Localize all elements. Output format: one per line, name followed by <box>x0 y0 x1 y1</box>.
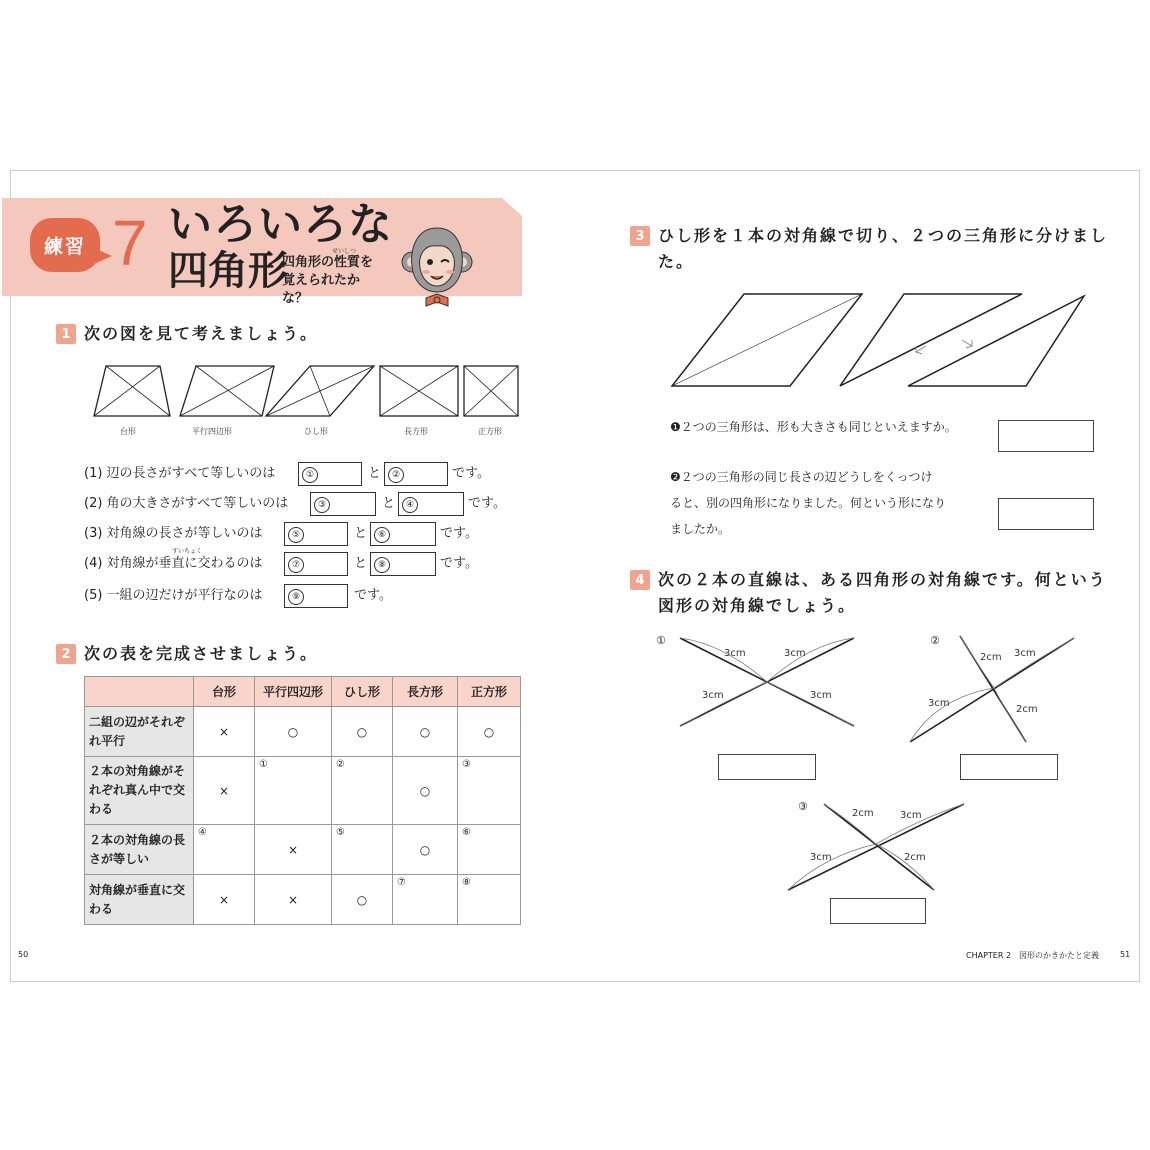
q1-item-5-end: です。 <box>354 588 392 603</box>
ruby-suichoku: すいちょく <box>172 548 203 555</box>
q4-answer-1[interactable] <box>718 754 816 780</box>
q1-shapes <box>90 360 530 422</box>
page-subtitle: 四角形の性質を 覚えられたかな？ <box>282 255 374 306</box>
q1-answer-7[interactable]: ⑦ <box>284 552 348 576</box>
table-cell: ○ <box>393 707 458 757</box>
table-cell: ○ <box>332 875 393 925</box>
q4-fig3-mark: ③ <box>798 800 808 813</box>
q4-fig1-label: 3cm <box>702 690 724 701</box>
q1-item-1-end: です。 <box>452 466 490 481</box>
q1-answer-8[interactable]: ⑧ <box>370 552 436 576</box>
table-answer-cell-8[interactable]: ⑧ <box>458 875 521 925</box>
q4-number: 4 <box>630 570 650 590</box>
table-answer-cell-4[interactable]: ④ <box>194 825 255 875</box>
table-row <box>85 707 521 757</box>
table-answer-cell-2[interactable]: ② <box>332 757 393 825</box>
q4-figure-2-diagonals <box>906 632 1078 746</box>
q1-answer-9[interactable]: ⑨ <box>284 584 348 608</box>
page-title: いろいろな <box>168 199 393 250</box>
table-header-rectangle: 長方形 <box>393 677 458 707</box>
table-cell: × <box>194 875 255 925</box>
q4-figure-3-diagonals <box>784 800 970 894</box>
table-answer-cell-3[interactable]: ③ <box>458 757 521 825</box>
q1-answer-5[interactable]: ⑤ <box>284 522 348 546</box>
q3-sub2: ❷２つの三角形の同じ長さの辺どうしをくっつけ ると、別の四角形になりました。何という形になり ましたか。 <box>670 470 947 536</box>
q1-item-2-label: (2) 角の大きさがすべて等しいのは <box>84 496 289 511</box>
lesson-tag: 練習 <box>30 218 100 272</box>
page-title-line2: 四角形 <box>168 248 288 294</box>
table-row-label: 対角線が垂直に交わる <box>85 875 194 925</box>
q1-item-3-end: です。 <box>440 526 478 541</box>
q1-item-4-label: (4) 対角線が垂直に交わるのは <box>84 556 263 571</box>
q1-answer-1[interactable]: ① <box>298 462 362 486</box>
table-cell: ○ <box>255 707 332 757</box>
q4-fig2-label: 2cm <box>980 652 1002 663</box>
q1-item-1-and: と <box>368 466 382 481</box>
chapter-label: CHAPTER 2 図形のかきかたと定義 <box>966 951 1100 960</box>
properties-table <box>84 676 521 925</box>
table-cell: ○ <box>393 825 458 875</box>
q4-answer-3[interactable] <box>830 898 926 924</box>
q4-fig2-label: 3cm <box>1014 648 1036 659</box>
table-cell: ○ <box>332 707 393 757</box>
q4-text: 次の２本の直線は、ある四角形の対角線です。何という 図形の対角線でしょう。 <box>658 570 1107 615</box>
table-cell: ○ <box>393 757 458 825</box>
table-cell: × <box>194 757 255 825</box>
table-header-trapezoid: 台形 <box>194 677 255 707</box>
q1-answer-4[interactable]: ④ <box>398 492 464 516</box>
table-row <box>85 757 521 825</box>
q3-rhombus-figure <box>664 288 1094 392</box>
table-answer-cell-6[interactable]: ⑥ <box>458 825 521 875</box>
q4-fig2-mark: ② <box>930 634 940 647</box>
q4-fig3-label: 3cm <box>900 810 922 821</box>
table-corner <box>85 677 194 707</box>
q4-fig1-mark: ① <box>656 634 666 647</box>
ruby-seishitsu: せいしつ <box>332 248 357 255</box>
q3-sub1: ❶２つの三角形は、形も大きさも同じといえますか。 <box>670 420 957 434</box>
monkey-mascot-icon <box>400 222 474 312</box>
table-header-parallelogram: 平行四辺形 <box>255 677 332 707</box>
q4-fig1-label: 3cm <box>724 648 746 659</box>
table-row <box>85 825 521 875</box>
table-row-label: ２本の対角線がそれぞれ真ん中で交わる <box>85 757 194 825</box>
q1-item-1-label: (1) 辺の長さがすべて等しいのは <box>84 466 276 481</box>
table-answer-cell-5[interactable]: ⑤ <box>332 825 393 875</box>
table-row-label: 二組の辺がそれぞれ平行 <box>85 707 194 757</box>
shape-label-square: 正方形 <box>478 427 502 436</box>
q3-text: ひし形を１本の対角線で切り、２つの三角形に分けまし た。 <box>658 226 1109 271</box>
table-row-label: ２本の対角線の長さが等しい <box>85 825 194 875</box>
q4-figure-1-diagonals <box>676 632 860 732</box>
q1-item-2-and: と <box>382 496 396 511</box>
shape-label-trapezoid: 台形 <box>120 427 136 436</box>
table-cell: × <box>255 825 332 875</box>
left-page-number: 50 <box>18 950 29 959</box>
shape-label-rectangle: 長方形 <box>404 427 428 436</box>
q1-text: 次の図を見て考えましょう。 <box>84 324 319 343</box>
q4-fig1-label: 3cm <box>784 648 806 659</box>
q1-item-2-end: です。 <box>468 496 506 511</box>
q4-fig1-label: 3cm <box>810 690 832 701</box>
shape-label-parallelogram: 平行四辺形 <box>192 427 232 436</box>
q2-number: 2 <box>56 644 76 664</box>
q1-answer-3[interactable]: ③ <box>310 492 376 516</box>
table-answer-cell-7[interactable]: ⑦ <box>393 875 458 925</box>
table-cell: ○ <box>458 707 521 757</box>
table-header-square: 正方形 <box>458 677 521 707</box>
q4-fig2-label: 3cm <box>928 698 950 709</box>
table-row <box>85 875 521 925</box>
q1-item-4-end: です。 <box>440 556 478 571</box>
table-cell: × <box>194 707 255 757</box>
right-page-number: 51 <box>1120 950 1131 959</box>
q1-item-3-label: (3) 対角線の長さが等しいのは <box>84 526 263 541</box>
q1-number: 1 <box>56 324 76 344</box>
q2-text: 次の表を完成させましょう。 <box>84 644 319 663</box>
q3-answer-1[interactable] <box>998 420 1094 452</box>
q4-fig3-label: 3cm <box>810 852 832 863</box>
q4-fig3-label: 2cm <box>904 852 926 863</box>
q3-answer-2[interactable] <box>998 498 1094 530</box>
q4-fig2-label: 2cm <box>1016 704 1038 715</box>
q1-answer-6[interactable]: ⑥ <box>370 522 436 546</box>
q1-answer-2[interactable]: ② <box>384 462 448 486</box>
q1-item-5-label: (5) 一組の辺だけが平行なのは <box>84 588 263 603</box>
table-header-rhombus: ひし形 <box>332 677 393 707</box>
q1-item-4-and: と <box>354 556 368 571</box>
q4-answer-2[interactable] <box>960 754 1058 780</box>
table-answer-cell-1[interactable]: ① <box>255 757 332 825</box>
q3-number: 3 <box>630 226 650 246</box>
table-cell: × <box>255 875 332 925</box>
lesson-number: 7 <box>112 207 148 279</box>
q1-item-3-and: と <box>354 526 368 541</box>
q4-fig3-label: 2cm <box>852 808 874 819</box>
shape-label-rhombus: ひし形 <box>304 427 328 436</box>
